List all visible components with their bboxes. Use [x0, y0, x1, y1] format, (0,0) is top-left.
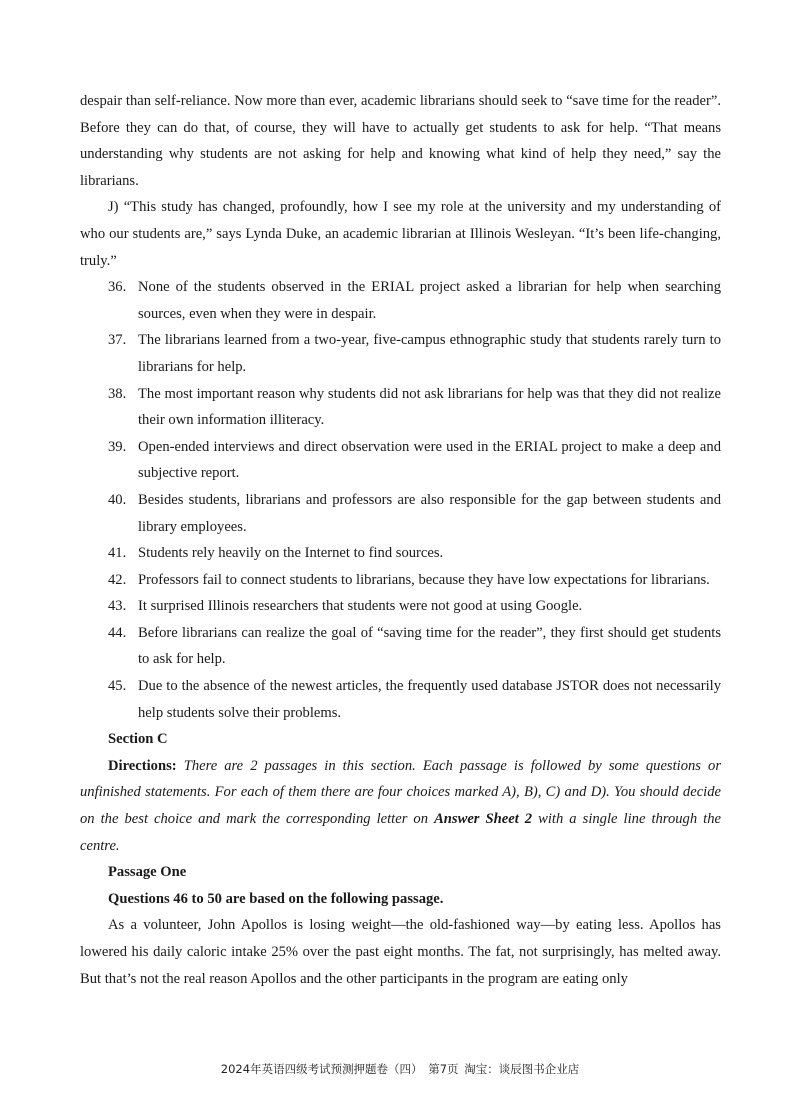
- question-text: Open-ended interviews and direct observation were used in the ERIAL project to make a deep and subjective report.: [138, 438, 721, 482]
- question-text: Due to the absence of the newest articles, the frequently used database JSTOR does not necessarily help students solve their problems.: [138, 678, 721, 721]
- question-text: Students rely heavily on the Internet to find sources.: [138, 545, 444, 562]
- paragraph-j: J) “This study has changed, profoundly, how I see my role at the university and my understanding of who our students are,” says Lynda Duke, an academic librarian at Illinois Wesleyan. “It’s been life-changing, truly.”: [80, 199, 721, 269]
- question-list: [80, 274, 721, 726]
- question-item: [80, 540, 721, 567]
- passage-one-questions-header: Questions 46 to 50 are based on the following passage.: [108, 890, 444, 907]
- passage-one-body: As a volunteer, John Apollos is losing weight—the old-fashioned way—by eating less. Apollos has lowered his daily caloric intake 25% over the past eight months. The fat, not surprisingly, has melted away. But that’s not the real reason Apollos and the other participants in the program are eating only: [80, 917, 721, 987]
- question-number: 41.: [108, 545, 127, 562]
- answer-sheet-ref: Answer Sheet 2: [434, 811, 533, 828]
- directions-paragraph: [80, 753, 721, 859]
- directions-text-2: with a single line through the centre.: [80, 811, 721, 854]
- question-text: Before librarians can realize the goal of “saving time for the reader”, they first should get students to ask for help.: [138, 624, 721, 668]
- question-number: 43.: [108, 598, 127, 615]
- question-number: 42.: [108, 571, 127, 588]
- question-text: The most important reason why students did not ask librarians for help was that they did not realize their own information illiteracy.: [138, 385, 721, 429]
- question-text: None of the students observed in the ERIAL project asked a librarian for help when searching sources, even when they were in despair.: [138, 279, 721, 322]
- question-number: 36.: [108, 279, 127, 296]
- question-item: [80, 327, 721, 380]
- directions-label: Directions: [108, 757, 172, 774]
- section-c-title: Section C: [108, 731, 168, 748]
- question-item: [80, 593, 721, 620]
- question-number: 39.: [108, 438, 127, 455]
- question-text: The librarians learned from a two-year, five-campus ethnographic study that students rarely turn to librarians for help.: [138, 332, 721, 375]
- question-item: [80, 381, 721, 434]
- question-text: Besides students, librarians and professors are also responsible for the gap between students and library employees.: [138, 491, 721, 535]
- question-item: [80, 434, 721, 487]
- question-number: 40.: [108, 491, 127, 508]
- directions-colon: :: [171, 757, 177, 774]
- passage-one-title: Passage One: [108, 864, 187, 881]
- question-text: It surprised Illinois researchers that students were not good at using Google.: [138, 598, 583, 615]
- question-item: [80, 274, 721, 327]
- paragraph-i-continuation: despair than self-reliance. Now more than ever, academic librarians should seek to “save time for the reader”. Before they can do that, of course, they will have to actually get students to ask for help. “That means understanding why students are not asking for help and knowing what kind of help they need,” say the librarians.: [80, 93, 721, 189]
- question-item: [80, 487, 721, 540]
- question-item: [80, 673, 721, 726]
- question-number: 37.: [108, 332, 127, 349]
- question-number: 45.: [108, 678, 127, 695]
- question-item: [80, 567, 721, 594]
- question-text: Professors fail to connect students to librarians, because they have low expectations for librarians.: [138, 571, 710, 588]
- question-item: [80, 620, 721, 673]
- page-content: [80, 88, 721, 992]
- page-footer: 2024年英语四级考试预测押题卷（四） 第7页 淘宝：谈辰图书企业店: [220, 1062, 580, 1076]
- question-number: 44.: [108, 624, 127, 641]
- question-number: 38.: [108, 385, 127, 402]
- directions-text-1: There are 2 passages in this section. Each passage is followed by some questions or unfinished statements. For each of them there are four choices marked A), B), C) and D). You should decide on the best choice and mark the corresponding letter on: [80, 757, 721, 828]
